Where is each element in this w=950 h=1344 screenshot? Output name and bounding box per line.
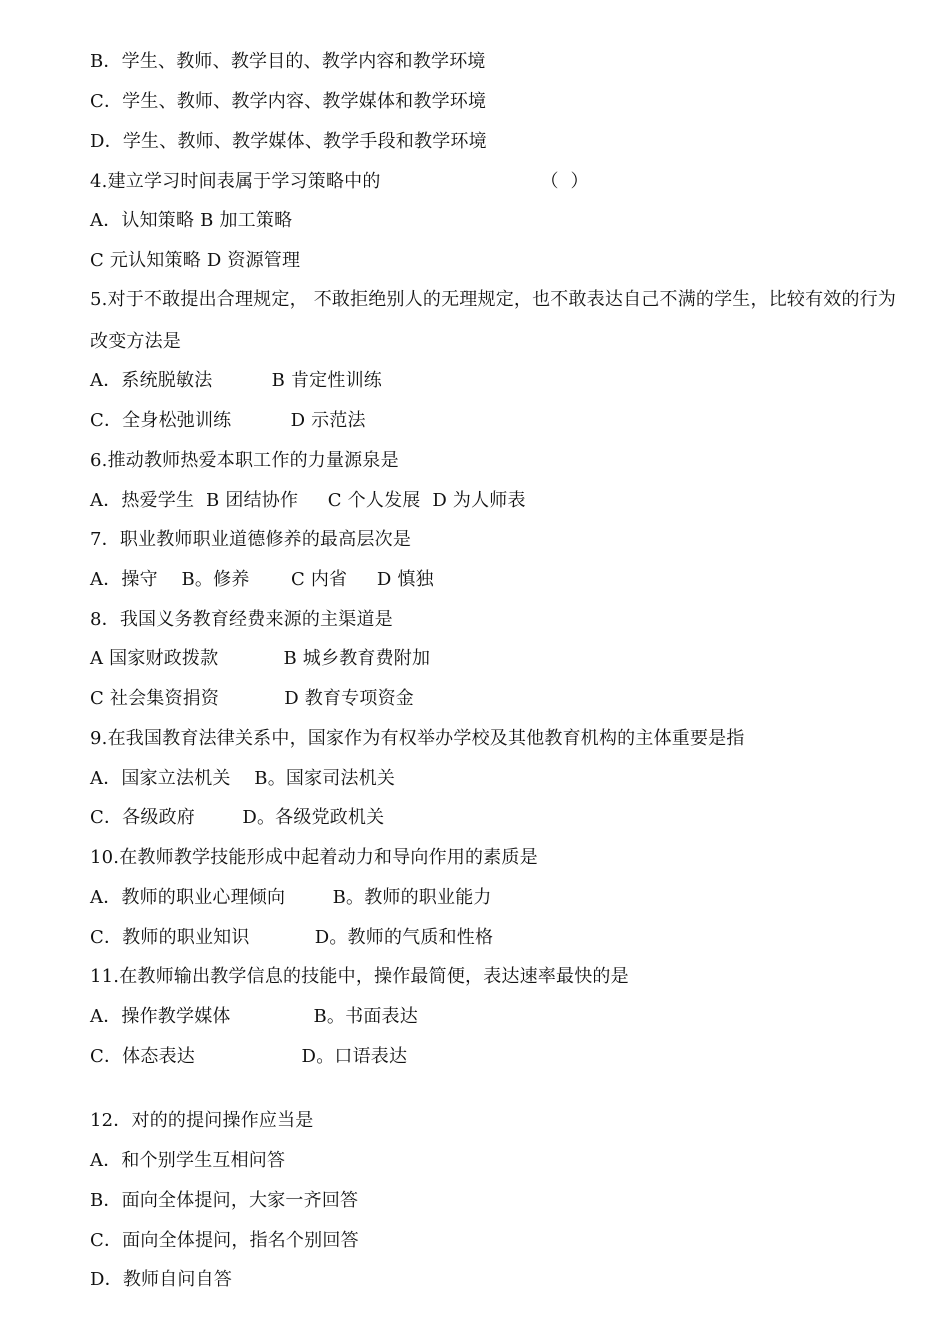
options-5-ab: A．系统脱敏法 B 肯定性训练: [90, 370, 382, 391]
question-7: 7．职业教师职业道德修养的最高层次是: [90, 529, 412, 550]
question-11: 11.在教师输出教学信息的技能中，操作最简便，表达速率最快的是: [90, 966, 629, 987]
options-10-cd: C．教师的职业知识 D。教师的气质和性格: [90, 927, 494, 948]
options-6: A．热爱学生 B 团结协作 C 个人发展 D 为人师表: [90, 490, 526, 511]
option-3b: B．学生、教师、教学目的、教学内容和教学环境: [90, 51, 486, 72]
options-4-ab: A．认知策略 B 加工策略: [90, 210, 293, 231]
option-3d: D．学生、教师、教学媒体、教学手段和教学环境: [90, 131, 487, 152]
options-9-ab: A．国家立法机关 B。国家司法机关: [90, 768, 396, 789]
options-10-ab: A．教师的职业心理倾向 B。教师的职业能力: [90, 887, 492, 908]
question-9: 9.在我国教育法律关系中，国家作为有权举办学校及其他教育机构的主体重要是指: [90, 728, 745, 749]
options-5-cd: C．全身松弛训练 D 示范法: [90, 410, 366, 431]
question-8: 8．我国义务教育经费来源的主渠道是: [90, 609, 393, 630]
option-12d: D．教师自问自答: [90, 1269, 233, 1290]
options-4-cd: C 元认知策略 D 资源管理: [90, 250, 301, 271]
options-11-ab: A．操作教学媒体 B。书面表达: [90, 1006, 418, 1027]
option-12c: C．面向全体提问，指名个别回答: [90, 1230, 359, 1251]
question-6: 6.推动教师热爱本职工作的力量源泉是: [90, 450, 399, 471]
options-8-cd: C 社会集资捐资 D 教育专项资金: [90, 688, 414, 709]
option-3c: C．学生、教师、教学内容、教学媒体和教学环境: [90, 91, 487, 112]
options-9-cd: C．各级政府 D。各级党政机关: [90, 807, 385, 828]
question-12: 12．对的的提问操作应当是: [90, 1110, 314, 1131]
question-4: 4.建立学习时间表属于学习策略中的 （ ）: [90, 171, 589, 192]
option-12a: A．和个别学生互相问答: [90, 1150, 286, 1171]
option-12b: B．面向全体提问，大家一齐回答: [90, 1190, 359, 1211]
question-5: 5.对于不敢提出合理规定， 不敢拒绝别人的无理规定，也不敢表达自己不满的学生，比较有效的行为改变方法是: [90, 289, 897, 352]
question-10: 10.在教师教学技能形成中起着动力和导向作用的素质是: [90, 847, 538, 868]
options-8-ab: A 国家财政拨款 B 城乡教育费附加: [90, 648, 431, 669]
options-7: A．操守 B。修养 C 内省 D 慎独: [90, 569, 434, 590]
options-11-cd: C．体态表达 D。口语表达: [90, 1046, 408, 1067]
